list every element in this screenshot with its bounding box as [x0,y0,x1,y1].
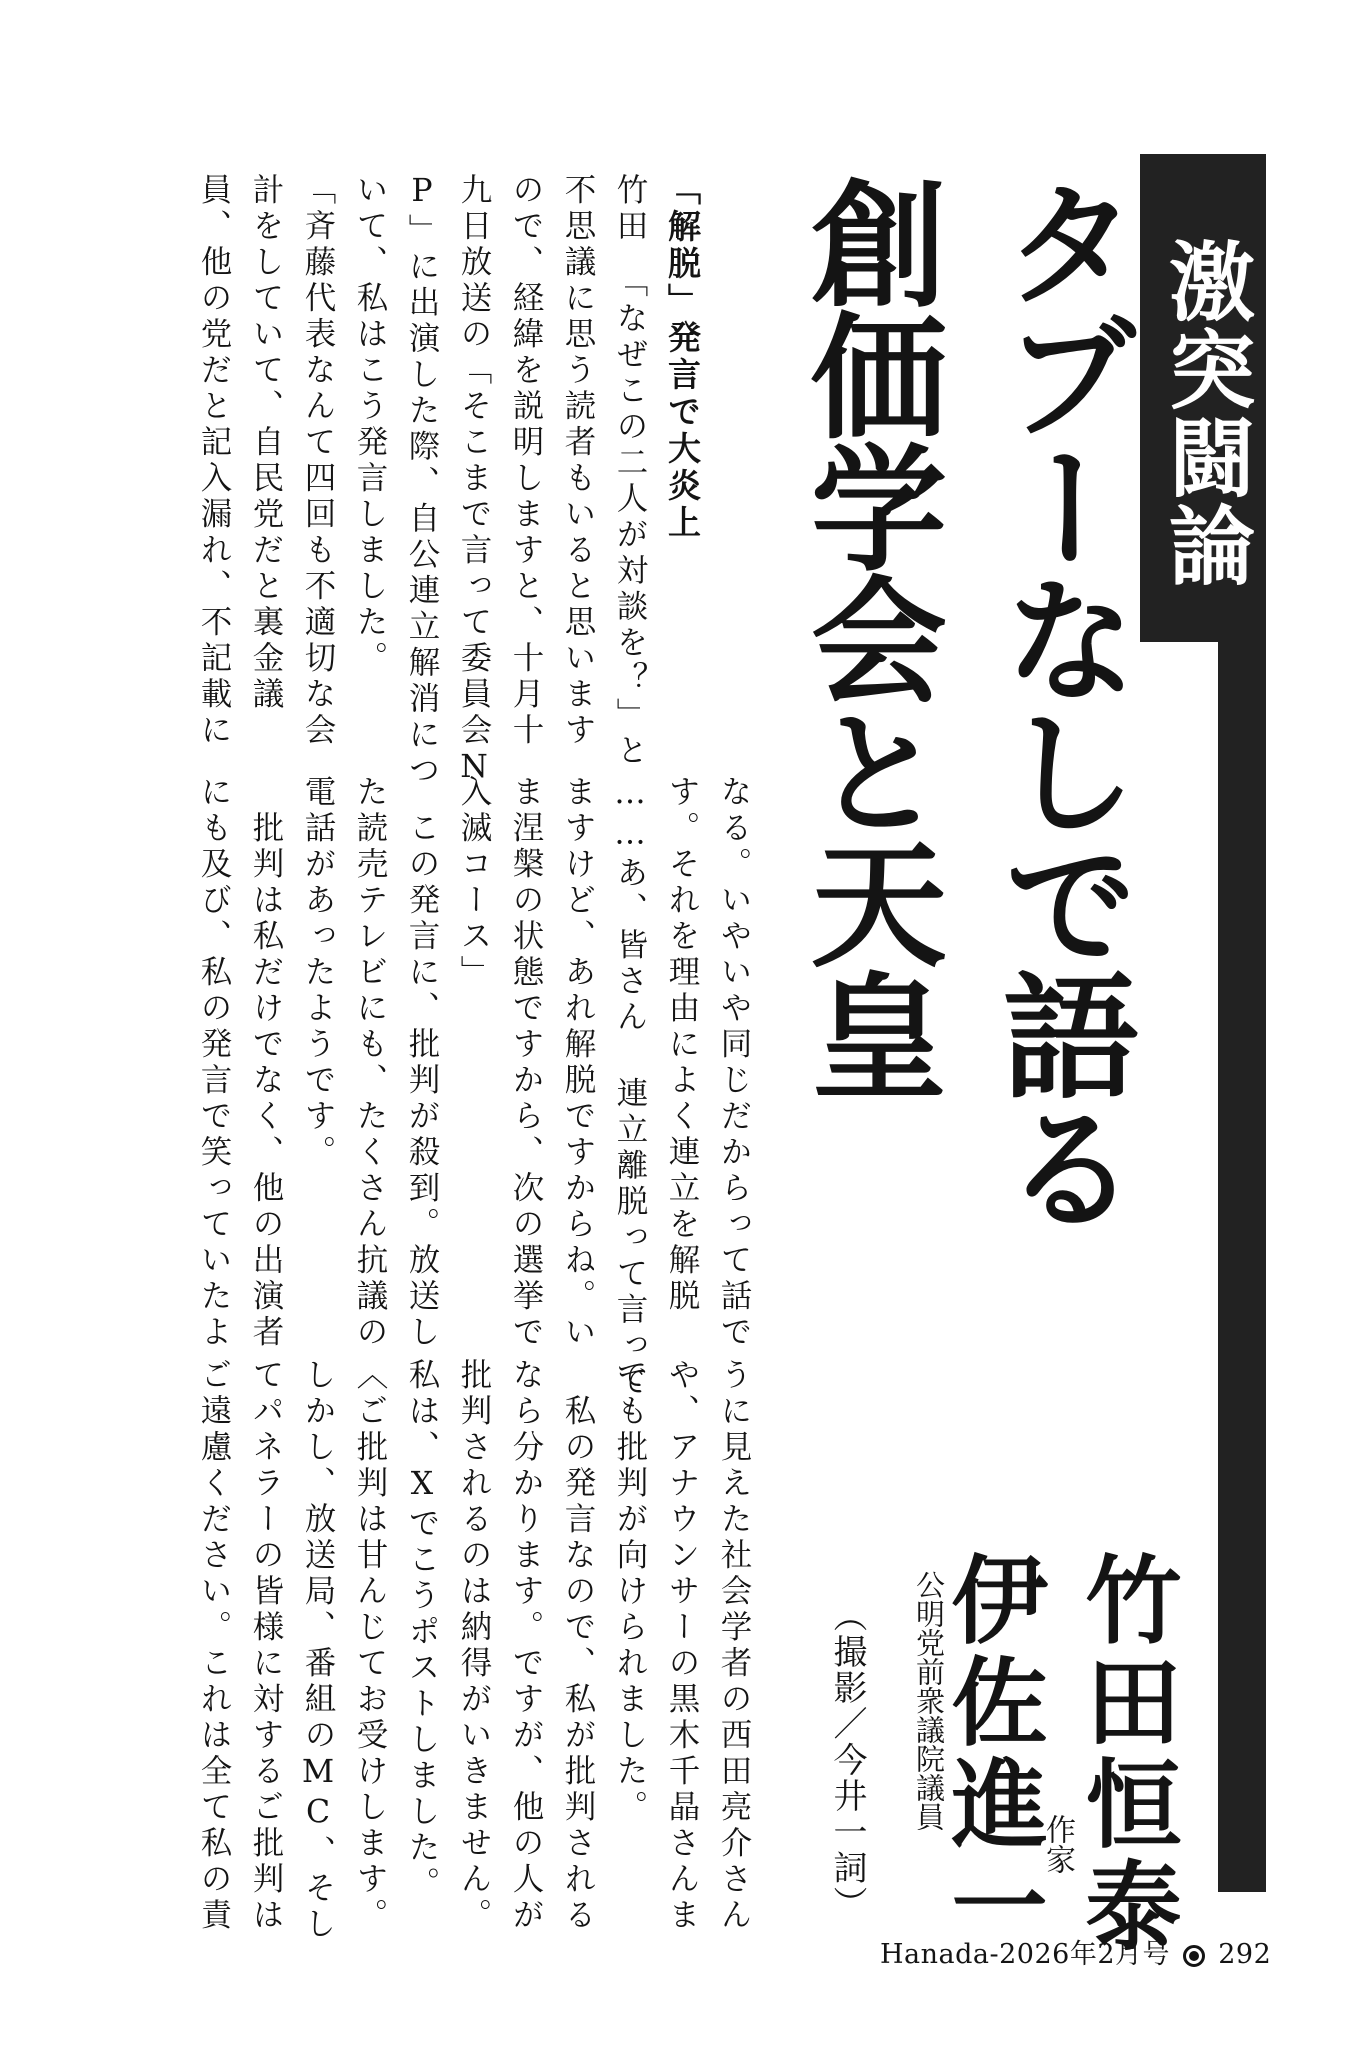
body-text-top: 竹田 「なぜこの二人が対談を？」と 不思議に思う読者もいると思います ので、経緯を説明しますと、十月十 九日放送の「そこまで言って委員会N P」に出演した際、自公連立解消につ いて、私はこう発言しました。 「斉藤代表なんて四回も不適切な会 計をしていて、自民党だと裏金議 員、他の党だと記入漏れ、不記載に [196,173,648,790]
article-title-line2: 創価学会と天皇 [787,174,945,1098]
body-text-bottom: うに見えた社会学者の西田亮介さん や、アナウンサーの黒木千晶さんま でも批判が向けられました。 私の発言なので、私が批判される なら分かります。ですが、他の人が 批判されるのは納得がいきません。 私は、Xでこうポストしました。 〈ご批判は甘んじてお受けします。 しかし、放送局、番組のMC、そし てパネラーの皆様に対するご批判は ご遠慮ください。これは全て私の責 [196,1358,752,1943]
author-name-takeda: 竹田恒泰 [1070,1550,1183,1958]
author-role-isa: 公明党前衆議院議員 [912,1570,946,1831]
body-text-middle: なる。いやいや同じだからって話で す。それを理由によく連立を解脱 ……あ、皆さん 連立離脱って言って ますけど、あれ解脱ですからね。い ま涅槃の状態ですから、次の選挙で 入滅コース」 この発言に、批判が殺到。放送し た読売テレビにも、たくさん抗議の 電話があったようです。 批判は私だけでなく、他の出演者 にも及び、私の発言で笑っていたよ [196,775,752,1401]
page-number: 292 [1218,1939,1272,1970]
article-title-line1: タブーなしで語る [979,174,1137,1230]
author-name-isa: 伊佐進一 [936,1550,1049,1958]
bullet-icon [1183,1945,1205,1967]
page-footer [880,1932,1271,1971]
author-role-takeda: 作家 [1040,1814,1075,1874]
magazine-issue: Hanada-2026年2月号 [880,1939,1171,1970]
photo-credit: （撮影／今井一詞） [827,1598,867,1922]
section-subhead: 「解脱」発言で大炎上 [663,172,702,542]
category-label: 激突闘論 [1140,154,1266,642]
